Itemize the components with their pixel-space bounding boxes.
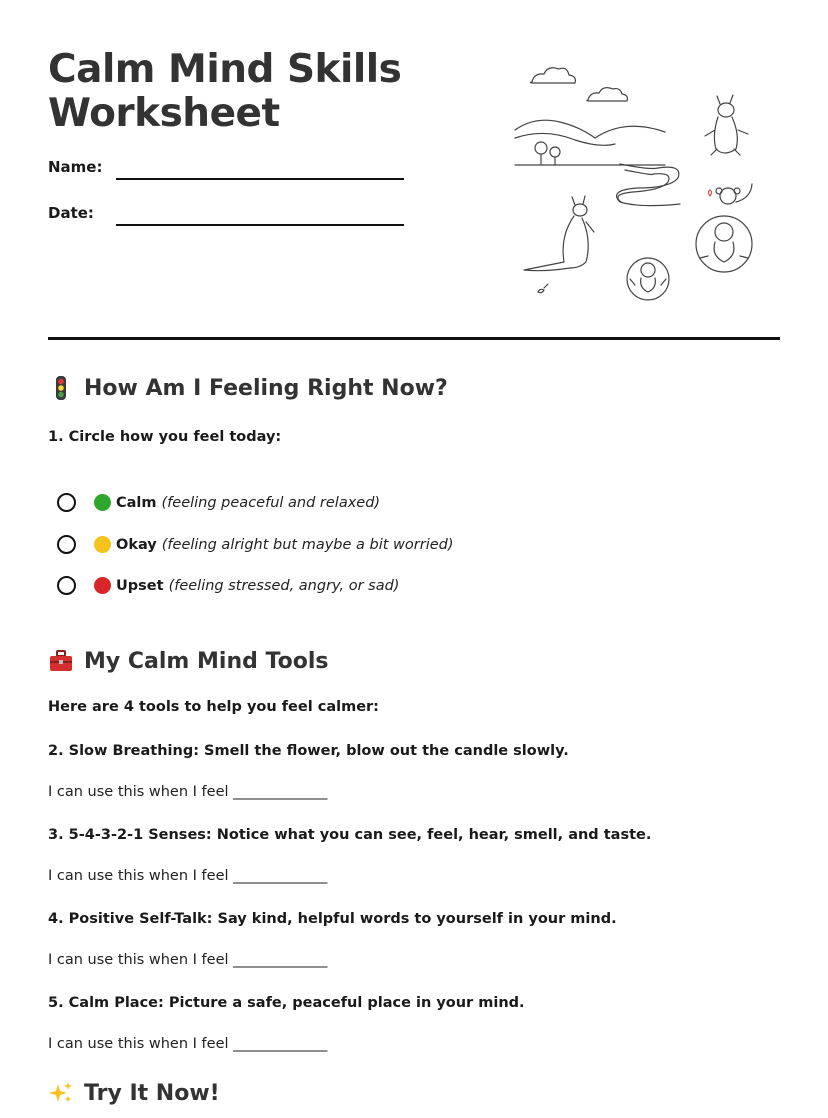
date-field-row [48, 204, 404, 226]
section-tools-title: My Calm Mind Tools [84, 648, 329, 674]
toolbox-icon [48, 648, 74, 674]
page-title: Calm Mind Skills Worksheet [48, 47, 402, 136]
section-try-title: Try It Now! [84, 1080, 220, 1106]
calm-label: Calm [116, 494, 157, 511]
calm-description: (feeling peaceful and relaxed) [161, 494, 381, 511]
okay-description: (feeling alright but maybe a bit worried) [161, 536, 454, 553]
section-try-heading [48, 1080, 220, 1106]
option-calm[interactable] [57, 493, 380, 512]
name-field[interactable] [116, 158, 404, 180]
tool-title: 3. 5-4-3-2-1 Senses: Notice what you can see, feel, hear, smell, and taste. [48, 827, 652, 843]
tool-prompt: I can use this when I feel _____________ [48, 952, 328, 968]
section-tools-heading [48, 648, 328, 674]
section-divider [48, 337, 780, 340]
option-okay[interactable] [57, 535, 454, 554]
feelings-question: 1. Circle how you feel today: [48, 429, 282, 445]
tool-title: 5. Calm Place: Picture a safe, peaceful place in your mind. [48, 995, 525, 1011]
sparkles-icon [48, 1080, 74, 1106]
green-circle-icon [94, 494, 111, 511]
calm-scene-illustration [510, 60, 760, 308]
red-circle-icon [94, 577, 111, 594]
date-label: Date: [48, 204, 94, 222]
yellow-circle-icon [94, 536, 111, 553]
tool-prompt: I can use this when I feel _____________ [48, 868, 328, 884]
tool-title: 4. Positive Self-Talk: Say kind, helpful words to yourself in your mind. [48, 911, 617, 927]
section-feelings-heading [48, 375, 448, 401]
upset-label: Upset [116, 577, 164, 594]
okay-radio[interactable] [57, 535, 76, 554]
name-field-row [48, 158, 404, 180]
name-label: Name: [48, 158, 103, 176]
okay-label: Okay [116, 536, 157, 553]
section-feelings-title: How Am I Feeling Right Now? [84, 375, 448, 401]
tool-prompt: I can use this when I feel _____________ [48, 784, 328, 800]
tool-title: 2. Slow Breathing: Smell the flower, blow out the candle slowly. [48, 743, 569, 759]
tool-prompt: I can use this when I feel _____________ [48, 1036, 328, 1052]
tools-intro: Here are 4 tools to help you feel calmer: [48, 699, 379, 715]
traffic-light-icon [48, 375, 74, 401]
upset-radio[interactable] [57, 576, 76, 595]
date-field[interactable] [116, 204, 404, 226]
upset-description: (feeling stressed, angry, or sad) [168, 577, 400, 594]
calm-radio[interactable] [57, 493, 76, 512]
option-upset[interactable] [57, 576, 399, 595]
